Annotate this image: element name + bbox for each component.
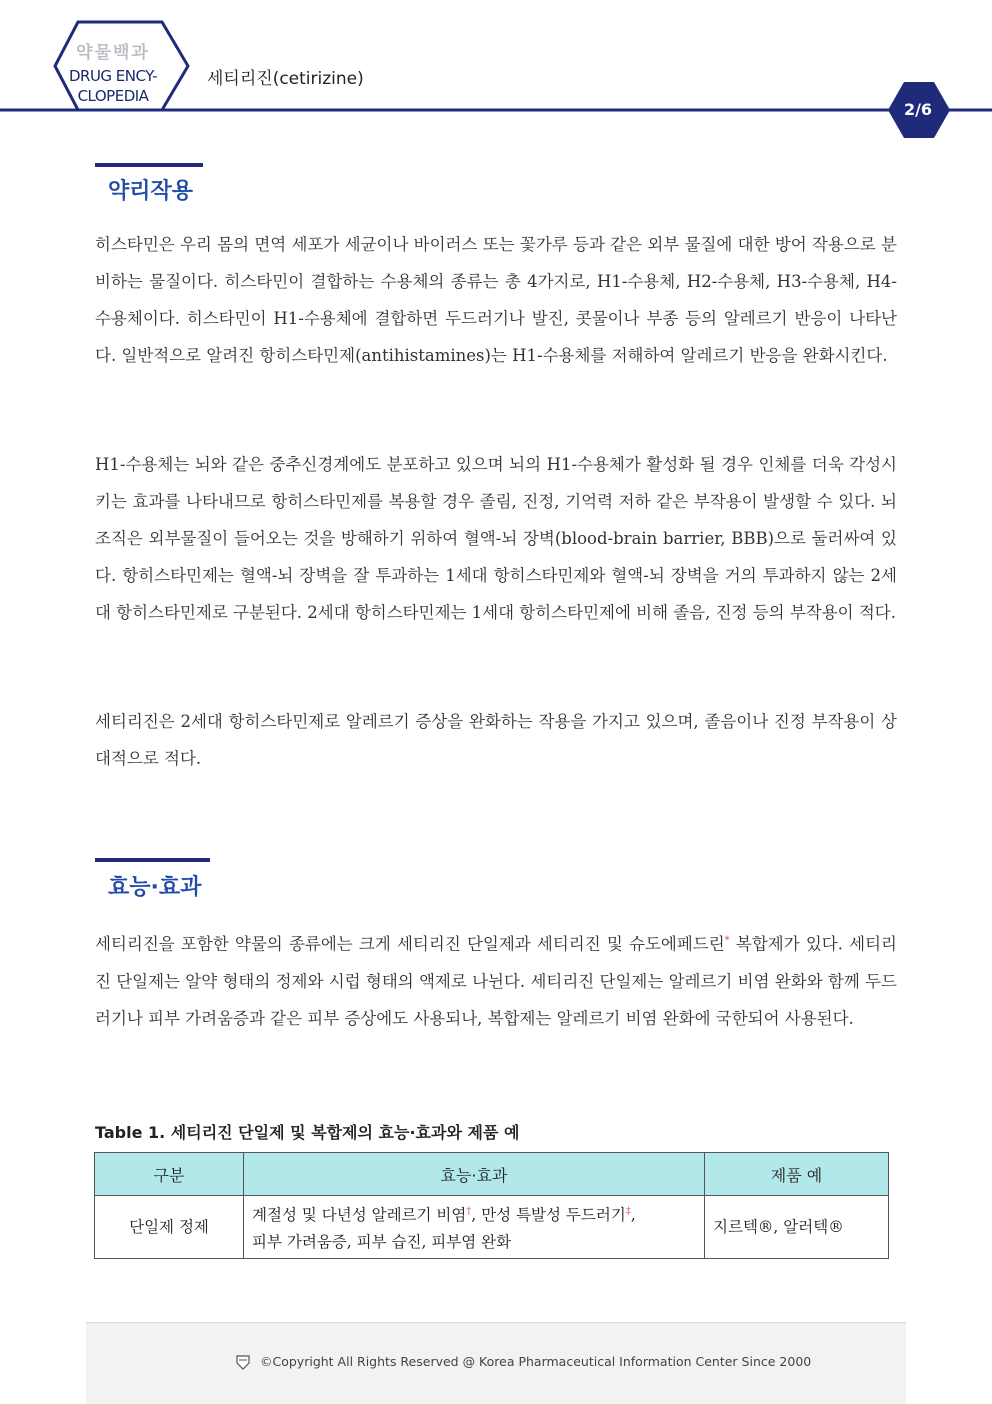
logo-korean: 약물백과 [76,43,150,63]
table-header-effect: 효능·효과 [244,1153,705,1196]
effect-text-c: , [630,1206,636,1225]
table-caption: Table 1. 세티리진 단일제 및 복합제의 효능·효과와 제품 예 [95,1123,520,1142]
logo-english-line1: DRUG ENCY- [68,67,158,85]
effect-text-line2: 피부 가려움증, 피부 습진, 피부염 완화 [252,1233,512,1252]
document-title: 세티리진(cetirizine) [207,69,364,89]
section1-bar [95,163,203,167]
table-row [95,1196,889,1259]
footer-copyright: ©Copyright All Rights Reserved @ Korea Pharmaceutical Information Center Since 2000 [260,1354,812,1369]
table-header-row [95,1153,889,1196]
section2-bar [95,858,210,862]
section1-paragraph-1: 히스타민은 우리 몸의 면역 세포가 세균이나 바이러스 또는 꽃가루 등과 같은 외부 물질에 대한 방어 작용으로 분비하는 물질이다. 히스타민이 결합하는 수용체의 종류는 총 4가지로, H1-수용체, H2-수용체, H3-수용체, H4-수용체이다. 히스타민이 H1-수용체에 결합하면 두드러기나 발진, 콧물이나 부종 등의 알레르기 반응이 나타난다. 일반적으로 알려진 항히스타민제(antihistamines)는 H1-수용체를 저해하여 알레르기 반응을 완화시킨다. [95,235,897,365]
logo-english-line2: CLOPEDIA [77,87,149,105]
section1-title: 약리작용 [108,179,194,204]
double-dagger-mark: ‡ [625,1205,631,1217]
page-number: 2/6 [903,100,933,119]
section2-paragraph [95,922,897,1037]
efficacy-table [94,1152,889,1259]
section1-paragraph-3: 세티리진은 2세대 항히스타민제로 알레르기 증상을 완화하는 작용을 가지고 있으며, 졸음이나 진정 부작용이 상대적으로 적다. [95,712,897,768]
table-cell-category: 단일제 정제 [95,1196,244,1259]
table-header-category: 구분 [95,1153,244,1196]
section1-paragraph-2: H1-수용체는 뇌와 같은 중추신경계에도 분포하고 있으며 뇌의 H1-수용체가 활성화 될 경우 인체를 더욱 각성시키는 효과를 나타내므로 항히스타민제를 복용할 경우 졸림, 진정, 기억력 저하 같은 부작용이 발생할 수 있다. 뇌조직은 외부물질이 들어오는 것을 방해하기 위하여 혈액-뇌 장벽(blood-brain barrier, BBB)으로 둘러싸여 있다. 항히스타민제는 혈액-뇌 장벽을 잘 투과하는 1세대 항히스타민제와 혈액-뇌 장벽을 거의 투과하지 않는 2세대 항히스타민제로 구분된다. 2세대 항히스타민제는 1세대 항히스타민제에 비해 졸음, 진정 등의 부작용이 적다. [95,455,897,622]
table-cell-products: 지르텍®, 알러텍® [705,1196,889,1259]
effect-text-b: , 만성 특발성 두드러기 [471,1206,626,1225]
table-cell-effect [244,1196,705,1259]
logo [58,38,168,106]
shield-logo-icon [235,1354,251,1370]
section2-title: 효능·효과 [108,875,202,900]
dagger-mark: † [466,1205,472,1217]
section2-text-part1: 세티리진을 포함한 약물의 종류에는 크게 세티리진 단일제과 세티리진 및 슈도에페드린 [95,934,725,954]
effect-text-a: 계절성 및 다년성 알레르기 비염 [252,1206,467,1225]
footnote-mark: * [724,935,730,946]
section2-text-part2: 복합제가 있다. 세티리진 단일제는 알약 형태의 정제와 시럽 형태의 액제로 나뉜다. 세티리진 단일제는 알레르기 비염 완화와 함께 두드러기나 피부 가려움증과 같은 피부 증상에도 사용되나, 복합제는 알레르기 비염 완화에 국한되어 사용된다. [95,934,897,1028]
table-header-products: 제품 예 [705,1153,889,1196]
